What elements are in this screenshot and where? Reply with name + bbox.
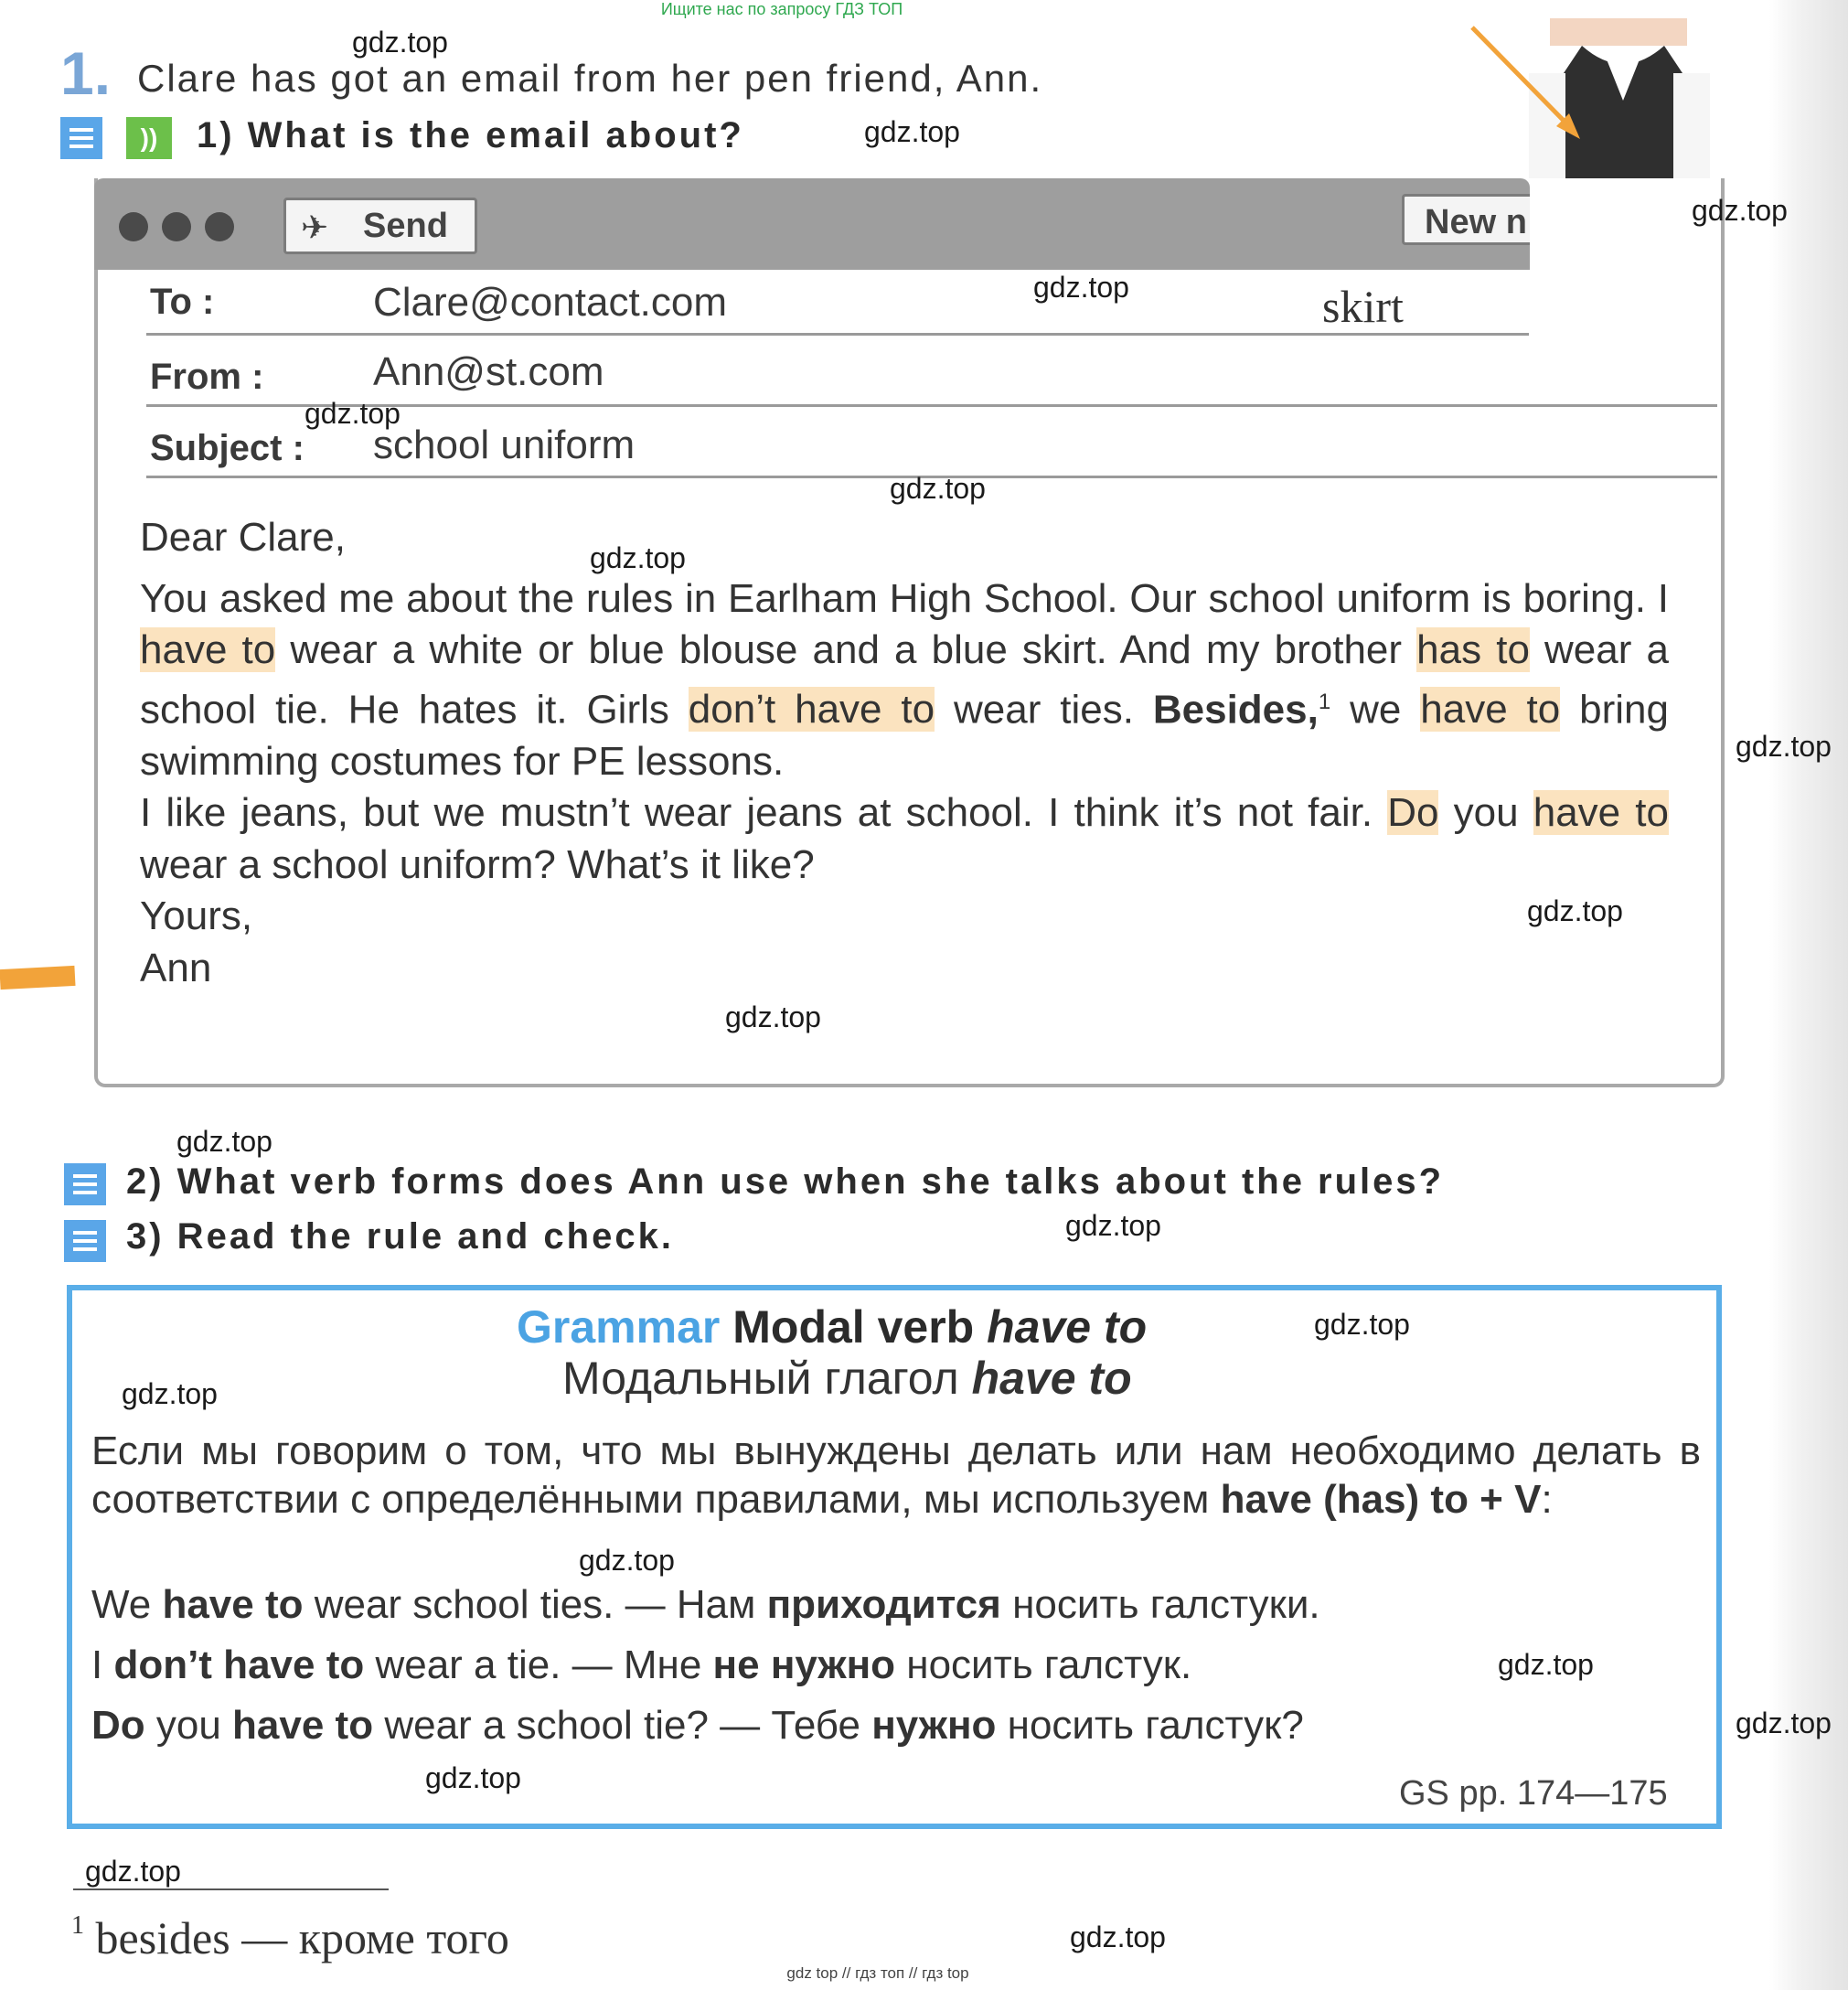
orange-stripe-left [0,966,76,990]
task-list-icon [64,1163,106,1205]
highlight-has-to: has to [1416,627,1530,672]
grammar-example-2: I don’t have to wear a tie. — Мне не нужно носить галстук. [91,1642,1192,1687]
grammar-example-1: We have to wear school ties. — Нам приходится носить галстуки. [91,1582,1320,1627]
watermark: gdz.top [890,472,986,505]
watermark: gdz.top [85,1855,181,1888]
task-2: 2) What verb forms does Ann use when she talks about the rules? [126,1161,1445,1202]
email-paragraph-1: You asked me about the rules in Earlham High School. Our school uniform is boring. I have to wear a white or blue blouse and a blue skirt. And my brother has to wear a school tie. He hates it. Girls don’t have to wear ties. Besides,$^1$ we have to bring swimming costumes for PE lessons. [140,575,1669,784]
watermark: gdz.top [1065,1209,1161,1242]
watermark: gdz.top [590,541,686,574]
watermark: gdz.top [579,1544,675,1577]
watermark: gdz.top [304,397,401,430]
footnote-divider [73,1888,389,1890]
task-3: 3) Read the rule and check. [126,1216,674,1257]
word-besides: Besides, [1152,687,1319,733]
grammar-rule: Если мы говорим о том, что мы вынуждены делать или нам необходимо делать в соответствии с определёнными правилами, мы используем have (has) to + V: [91,1428,1701,1522]
exercise-title: Clare has got an email from her pen friend, Ann. [137,57,1043,100]
to-label: To : [150,282,215,322]
grammar-example-3: Do you have to wear a school tie? — Тебе нужно носить галстук? [91,1703,1304,1748]
paper-plane-icon: ✈ [301,209,329,246]
subject-field[interactable]: school uniform [373,423,636,467]
header-note: Ищите нас по запросу ГДЗ ТОП [660,0,903,18]
watermark: gdz.top [725,1000,821,1033]
footnote-marker: 1 [1318,689,1331,714]
from-field[interactable]: Ann@st.com [373,349,604,394]
grammar-subtitle: Модальный глагол have to [562,1353,1132,1404]
watermark: gdz.top [1736,1706,1832,1739]
footnote: $^1$ besides — кроме того [71,1911,509,1963]
task-1: 1) What is the email about? [197,115,744,155]
watermark: gdz.top [864,115,960,148]
watermark: gdz.top [1692,194,1788,227]
watermark: gdz.top [1527,894,1623,927]
watermark: gdz.top [1314,1308,1410,1341]
picture-label-skirt: skirt [1322,281,1404,332]
page-edge-shadow [1769,0,1848,1990]
highlight-do: Do [1387,790,1439,836]
watermark: gdz.top [1070,1920,1166,1953]
grammar-title: Grammar Modal verb have to [517,1301,1148,1353]
send-button-label: Send [363,207,448,245]
email-closing: Yours, [140,893,253,939]
watermark: gdz.top [1736,730,1832,763]
email-body [140,512,1669,994]
highlight-have-to: have to [1420,687,1561,733]
email-greeting: Dear Clare, [140,515,346,560]
task-list-icon [60,117,102,159]
subject-label: Subject : [150,428,304,468]
highlight-have-to: have to [1533,790,1670,836]
send-button[interactable] [283,198,477,254]
highlight-dont-have-to: don’t have to [688,687,935,733]
grammar-reference: GS pp. 174—175 [1399,1774,1668,1813]
new-message-button[interactable]: New n [1402,194,1530,245]
window-dot-icon[interactable] [205,212,234,241]
footer-note: gdz top // гдз топ // гдз top [786,1964,969,1982]
watermark: gdz.top [425,1761,521,1794]
watermark: gdz.top [176,1125,272,1158]
exercise-number: 1. [60,39,112,107]
window-dot-icon[interactable] [162,212,191,241]
email-paragraph-2: I like jeans, but we mustn’t wear jeans at school. I think it’s not fair. Do you have to wear a school uniform? What’s it like? [140,790,1670,887]
watermark: gdz.top [1498,1648,1594,1681]
highlight-have-to: have to [140,627,276,672]
window-dot-icon[interactable] [119,212,148,241]
email-signature: Ann [140,945,212,990]
to-field[interactable]: Clare@contact.com [373,280,728,325]
audio-icon[interactable]: )) [126,117,172,159]
watermark: gdz.top [122,1377,218,1410]
grammar-label: Grammar [517,1301,721,1353]
watermark: gdz.top [1033,271,1129,304]
task-list-icon [64,1220,106,1262]
field-divider [146,333,1529,336]
watermark: gdz.top [352,26,448,59]
from-label: From : [150,357,264,397]
